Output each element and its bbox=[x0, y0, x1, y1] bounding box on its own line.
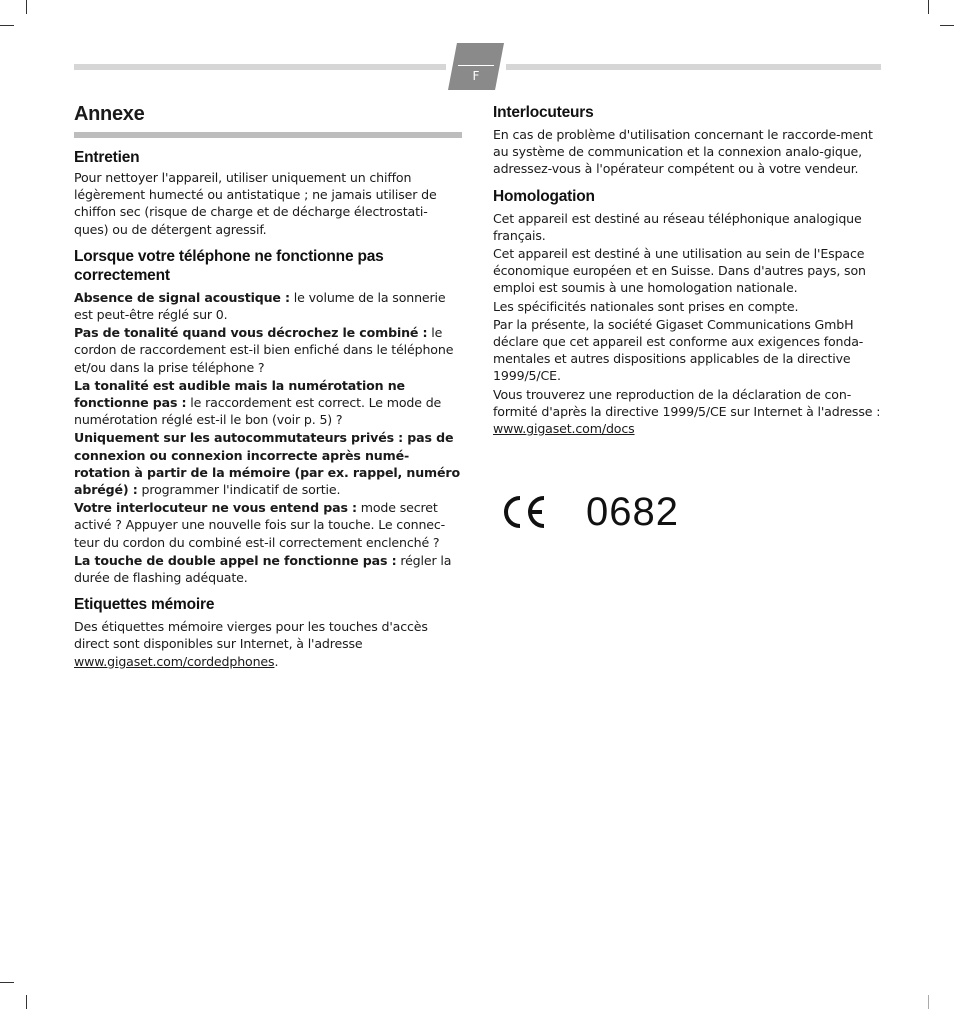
tab-letter: F bbox=[472, 69, 480, 83]
troubleshooting-list bbox=[74, 289, 462, 586]
interlocuteurs-heading: Interlocuteurs bbox=[493, 104, 594, 121]
crop-mark bbox=[940, 25, 954, 26]
homologation-paragraph: Les spécificités nationales sont prises en compte. bbox=[493, 298, 799, 314]
etiquettes-text: Des étiquettes mémoire vierges pour les touches d'accès direct sont disponibles sur Internet, à l'adresse www.gigaset.com/cordedphones. bbox=[74, 619, 428, 669]
right-column bbox=[493, 103, 883, 437]
homologation-link-line bbox=[493, 420, 883, 437]
crop-mark bbox=[26, 995, 27, 1009]
entretien-text: Pour nettoyer l'appareil, utiliser uniquement un chiffon légèrement humecté ou antistatique ; ne jamais utiliser de chiffon sec (risque de charge et de décharge électrostati-ques) ou de détergent agressif. bbox=[74, 170, 437, 237]
list-item: La tonalité est audible mais la numérotation ne fonctionne pas : le raccordement est correct. Le mode de numérotation réglé est-il le bon (voir p. 5) ? bbox=[74, 377, 442, 428]
list-item: Pas de tonalité quand vous décrochez le combiné : le cordon de raccordement est-il bien enfiché dans le téléphone et/ou dans la prise téléphone ? bbox=[74, 325, 454, 375]
left-column bbox=[74, 100, 462, 670]
page-title: Annexe bbox=[74, 100, 462, 138]
header-rule-left bbox=[74, 64, 446, 70]
list-item: Votre interlocuteur ne vous entend pas : mode secret activé ? Appuyer une nouvelle fois sur la touche. Le connec-teur du cordon du combiné est-il correctement enclenché ? bbox=[74, 500, 446, 550]
docs-link[interactable]: www.gigaset.com/docs bbox=[493, 421, 635, 437]
homologation-paragraph: Par la présente, la société Gigaset Communications GmbH déclare que cet appareil est conforme aux exigences fonda-mentales et autres dispositions applicables de la directive 1999/5/CE. bbox=[493, 316, 864, 384]
list-item: La touche de double appel ne fonctionne pas : régler la durée de flashing adéquate. bbox=[74, 552, 452, 586]
interlocuteurs-text: En cas de problème d'utilisation concernant le raccorde-ment au système de communication et la connexion analo-gique, adressez-vous à l'opérateur compétent ou à votre vendeur. bbox=[493, 127, 873, 177]
entretien-heading: Entretien bbox=[74, 149, 140, 166]
crop-mark bbox=[928, 0, 929, 14]
tab-divider bbox=[458, 65, 494, 66]
homologation-heading: Homologation bbox=[493, 187, 595, 205]
crop-mark bbox=[0, 25, 14, 26]
homologation-paragraph: Vous trouverez une reproduction de la déclaration de con-formité d'après la directive 1999/5/CE sur Internet à l'adresse : bbox=[493, 386, 881, 419]
homologation-paragraph: Cet appareil est destiné à une utilisation au sein de l'Espace économique européen et en Suisse. Dans d'autres pays, son emploi est soumis à une homologation nationale. bbox=[493, 246, 866, 296]
crop-mark bbox=[928, 995, 929, 1009]
homologation-paragraph: Cet appareil est destiné au réseau téléphonique analogique français. bbox=[493, 210, 862, 243]
troubleshooting-heading: Lorsque votre téléphone ne fonctionne pas correctement bbox=[74, 247, 384, 284]
crop-mark bbox=[0, 982, 14, 983]
cordedphones-link[interactable]: www.gigaset.com/cordedphones bbox=[74, 653, 275, 669]
header-rule-right bbox=[506, 64, 881, 70]
list-item: Absence de signal acoustique : le volume de la sonnerie est peut-être réglé sur 0. bbox=[74, 289, 446, 323]
notified-body-number: 0682 bbox=[586, 490, 679, 534]
crop-mark bbox=[26, 0, 27, 14]
etiquettes-heading: Etiquettes mémoire bbox=[74, 596, 215, 614]
list-item: Uniquement sur les autocommutateurs privés : pas de connexion ou connexion incorrecte après numé-rotation à partir de la mémoire (par ex. rappel, numéro abrégé) : programmer l'indicatif de sortie. bbox=[74, 430, 460, 498]
ce-logo bbox=[500, 492, 548, 532]
